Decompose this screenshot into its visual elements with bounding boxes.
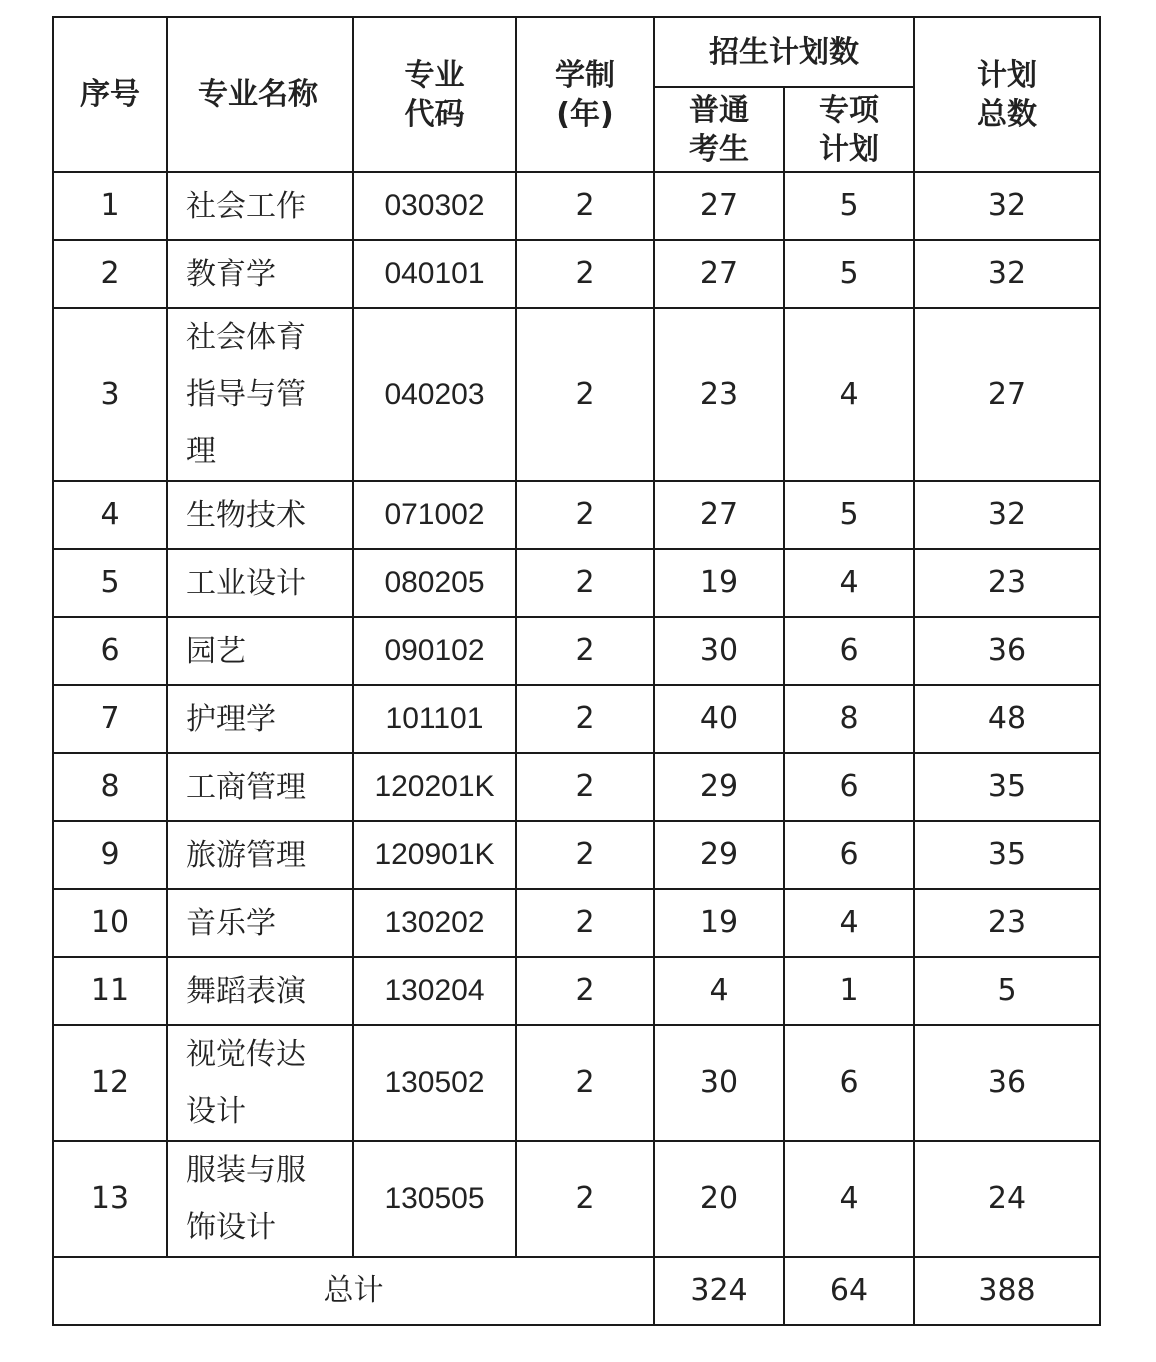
cell-special: 4	[784, 549, 914, 617]
cell-special: 6	[784, 1025, 914, 1141]
cell-total: 36	[914, 617, 1100, 685]
table-header	[53, 17, 1100, 172]
cell-regular: 27	[654, 172, 784, 240]
cell-total: 36	[914, 1025, 1100, 1141]
cell-duration: 2	[516, 1025, 654, 1141]
cell-major-code: 130202	[353, 889, 516, 957]
header-special-line1: 专项	[819, 92, 879, 128]
cell-total: 35	[914, 753, 1100, 821]
cell-total: 27	[914, 308, 1100, 481]
cell-total: 24	[914, 1141, 1100, 1257]
cell-major-code: 130502	[353, 1025, 516, 1141]
table-row	[53, 685, 1100, 753]
cell-duration: 2	[516, 549, 654, 617]
cell-special: 4	[784, 308, 914, 481]
cell-duration: 2	[516, 1141, 654, 1257]
cell-major-code: 120201K	[353, 753, 516, 821]
cell-special: 6	[784, 753, 914, 821]
cell-major-name	[167, 1025, 353, 1141]
cell-regular: 27	[654, 481, 784, 549]
cell-total: 32	[914, 172, 1100, 240]
cell-major-name: 社会工作	[167, 172, 353, 240]
header-major-name: 专业名称	[167, 17, 353, 172]
table-row	[53, 957, 1100, 1025]
summary-total: 388	[914, 1257, 1100, 1325]
header-plan-group: 招生计划数	[654, 17, 914, 87]
cell-major-name-line: 视觉传达	[186, 1037, 306, 1072]
cell-special: 5	[784, 240, 914, 308]
cell-duration: 2	[516, 685, 654, 753]
header-duration-line1: 学制	[555, 57, 615, 93]
table-row	[53, 1141, 1100, 1257]
cell-major-code: 130204	[353, 957, 516, 1025]
cell-seq: 11	[53, 957, 167, 1025]
cell-special: 5	[784, 481, 914, 549]
cell-major-name-line: 社会体育	[186, 320, 306, 355]
table-body	[53, 172, 1100, 1325]
cell-seq: 9	[53, 821, 167, 889]
table-row	[53, 889, 1100, 957]
cell-major-code: 040101	[353, 240, 516, 308]
cell-major-name: 工商管理	[167, 753, 353, 821]
cell-duration: 2	[516, 957, 654, 1025]
cell-seq: 6	[53, 617, 167, 685]
cell-major-name: 园艺	[167, 617, 353, 685]
header-plan-total-line2: 总数	[977, 96, 1037, 132]
cell-major-name: 护理学	[167, 685, 353, 753]
table-row	[53, 172, 1100, 240]
cell-major-name-line: 服装与服	[186, 1153, 306, 1188]
header-seq: 序号	[53, 17, 167, 172]
cell-special: 6	[784, 617, 914, 685]
cell-major-name: 舞蹈表演	[167, 957, 353, 1025]
table-row	[53, 1025, 1100, 1141]
summary-row	[53, 1257, 1100, 1325]
cell-total: 5	[914, 957, 1100, 1025]
cell-regular: 30	[654, 617, 784, 685]
cell-seq: 7	[53, 685, 167, 753]
cell-duration: 2	[516, 240, 654, 308]
cell-regular: 27	[654, 240, 784, 308]
cell-regular: 40	[654, 685, 784, 753]
cell-total: 23	[914, 549, 1100, 617]
table-row	[53, 753, 1100, 821]
cell-major-name: 音乐学	[167, 889, 353, 957]
cell-major-code: 101101	[353, 685, 516, 753]
cell-seq: 12	[53, 1025, 167, 1141]
header-special	[784, 87, 914, 172]
cell-special: 8	[784, 685, 914, 753]
cell-major-code: 090102	[353, 617, 516, 685]
cell-total: 32	[914, 481, 1100, 549]
table-row	[53, 617, 1100, 685]
cell-major-code: 130505	[353, 1141, 516, 1257]
cell-major-name: 工业设计	[167, 549, 353, 617]
cell-total: 23	[914, 889, 1100, 957]
cell-duration: 2	[516, 617, 654, 685]
summary-regular: 324	[654, 1257, 784, 1325]
cell-regular: 20	[654, 1141, 784, 1257]
cell-regular: 29	[654, 821, 784, 889]
header-major-code	[353, 17, 516, 172]
cell-duration: 2	[516, 308, 654, 481]
table-row	[53, 549, 1100, 617]
header-regular-line1: 普通	[689, 92, 749, 128]
header-regular-line2: 考生	[689, 131, 749, 167]
cell-special: 4	[784, 1141, 914, 1257]
cell-major-name-line: 理	[186, 434, 216, 469]
cell-major-code: 120901K	[353, 821, 516, 889]
cell-seq: 5	[53, 549, 167, 617]
cell-major-name-line: 指导与管	[186, 377, 306, 412]
header-plan-total-line1: 计划	[977, 57, 1037, 93]
cell-regular: 19	[654, 549, 784, 617]
table-row	[53, 308, 1100, 481]
cell-seq: 4	[53, 481, 167, 549]
cell-regular: 30	[654, 1025, 784, 1141]
cell-duration: 2	[516, 481, 654, 549]
cell-major-name-line: 设计	[186, 1094, 246, 1129]
cell-major-name	[167, 308, 353, 481]
header-major-code-line2: 代码	[404, 96, 465, 132]
cell-major-code: 030302	[353, 172, 516, 240]
cell-regular: 29	[654, 753, 784, 821]
cell-major-name	[167, 1141, 353, 1257]
cell-special: 6	[784, 821, 914, 889]
header-regular	[654, 87, 784, 172]
cell-seq: 10	[53, 889, 167, 957]
header-plan-total	[914, 17, 1100, 172]
cell-major-name: 生物技术	[167, 481, 353, 549]
cell-major-name-line: 饰设计	[186, 1210, 276, 1245]
header-major-code-line1: 专业	[404, 57, 465, 93]
cell-seq: 2	[53, 240, 167, 308]
cell-duration: 2	[516, 172, 654, 240]
header-duration-line2: (年)	[556, 96, 614, 132]
header-duration	[516, 17, 654, 172]
cell-major-name: 教育学	[167, 240, 353, 308]
cell-seq: 1	[53, 172, 167, 240]
table-row	[53, 481, 1100, 549]
cell-duration: 2	[516, 889, 654, 957]
cell-regular: 4	[654, 957, 784, 1025]
cell-regular: 23	[654, 308, 784, 481]
summary-special: 64	[784, 1257, 914, 1325]
cell-seq: 3	[53, 308, 167, 481]
cell-total: 32	[914, 240, 1100, 308]
summary-label: 总计	[53, 1257, 654, 1325]
enrollment-plan-table	[52, 16, 1101, 1326]
cell-seq: 13	[53, 1141, 167, 1257]
cell-major-code: 040203	[353, 308, 516, 481]
cell-special: 5	[784, 172, 914, 240]
cell-duration: 2	[516, 753, 654, 821]
cell-regular: 19	[654, 889, 784, 957]
cell-special: 4	[784, 889, 914, 957]
header-special-line2: 计划	[819, 131, 879, 167]
table-row	[53, 821, 1100, 889]
cell-major-name: 旅游管理	[167, 821, 353, 889]
cell-seq: 8	[53, 753, 167, 821]
cell-special: 1	[784, 957, 914, 1025]
table-row	[53, 240, 1100, 308]
cell-duration: 2	[516, 821, 654, 889]
cell-total: 48	[914, 685, 1100, 753]
cell-major-code: 080205	[353, 549, 516, 617]
cell-total: 35	[914, 821, 1100, 889]
cell-major-code: 071002	[353, 481, 516, 549]
